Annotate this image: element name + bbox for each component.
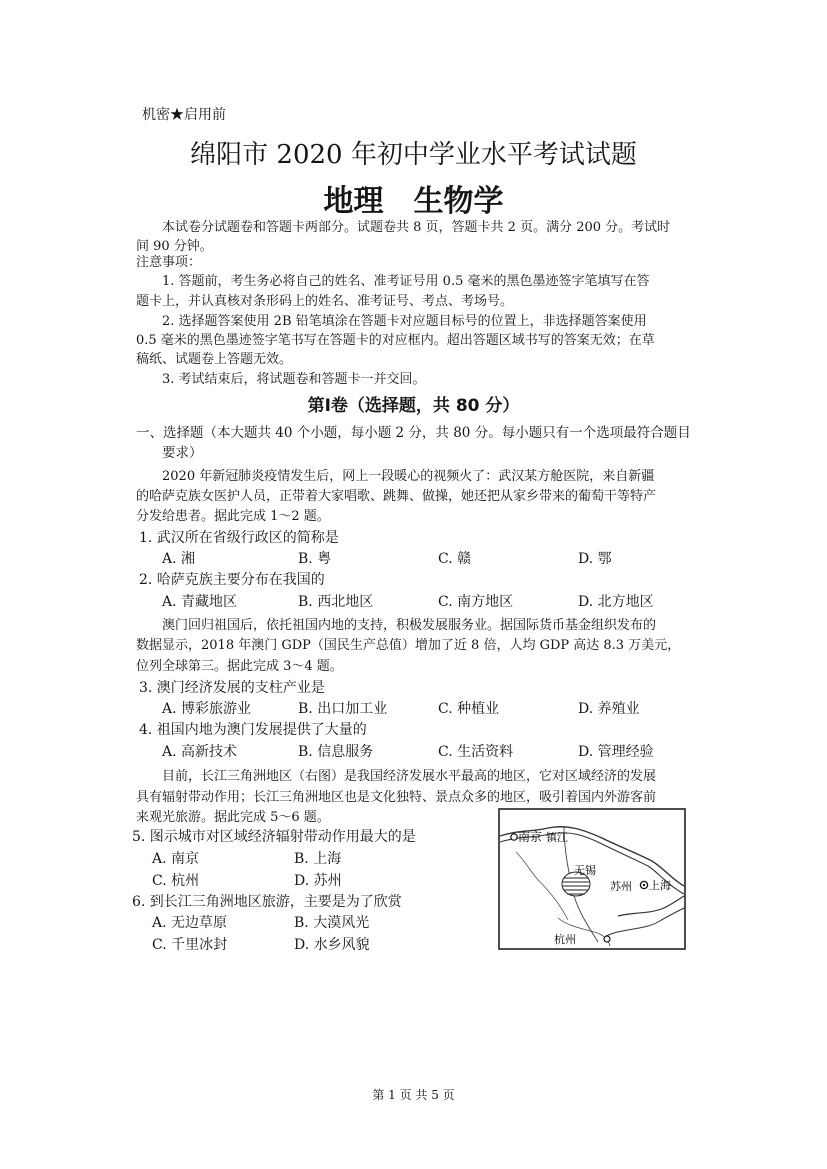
question-5-stem: 5. 图示城市对区域经济辐射带动作用最大的是 [132, 829, 416, 845]
q5-option-d: D. 苏州 [294, 873, 342, 889]
hangzhou-label: 杭州 [554, 933, 576, 946]
yangtze-delta-map [498, 808, 686, 950]
passage-3-line-2: 具有辐射带动作用；长江三角洲地区也是文化独特、景点众多的地区，吸引着国内外游客前 [136, 790, 657, 805]
note-2c: 稿纸、试题卷上答题无效。 [136, 352, 293, 367]
q6-option-a: A. 无边草原 [152, 915, 228, 931]
question-4-stem: 4. 祖国内地为澳门发展提供了大量的 [139, 722, 367, 738]
passage-2-line-2: 数据显示，2018 年澳门 GDP（国民生产总值）增加了近 8 倍，人均 GDP 高达 8.3 万美元， [136, 638, 681, 653]
q4-option-b: B. 信息服务 [298, 744, 374, 760]
note-2a: 2. 选择题答案使用 2B 铅笔填涂在答题卡对应题目标号的位置上，非选择题答案使用 [162, 314, 647, 329]
q6-option-b: B. 大漠风光 [294, 915, 370, 931]
q3-option-a: A. 博彩旅游业 [162, 701, 252, 717]
q6-option-c: C. 千里冰封 [152, 937, 228, 953]
section-heading-line-1: 一、选择题（本大题共 40 个小题，每小题 2 分，共 80 分。每小题只有一个选项最符合题目 [136, 425, 691, 441]
q2-option-c: C. 南方地区 [438, 594, 514, 610]
q2-option-a: A. 青藏地区 [162, 594, 238, 610]
q5-option-b: B. 上海 [294, 851, 342, 867]
exam-title: 绵阳市 2020 年初中学业水平考试试题 [190, 140, 637, 170]
question-3-stem: 3. 澳门经济发展的支柱产业是 [139, 680, 325, 696]
note-1a: 1. 答题前，考生务必将自己的姓名、准考证号用 0.5 毫米的黑色墨迹签字笔填写在答 [162, 274, 650, 289]
zhenjiang-label: 镇江 [546, 831, 568, 844]
suzhou-label: 苏州 [610, 880, 632, 893]
q1-option-c: C. 赣 [438, 551, 472, 567]
wuxi-label: 无锡 [574, 864, 596, 877]
notes-heading: 注意事项： [136, 255, 202, 270]
note-2b: 0.5 毫米的黑色墨迹签字笔书写在答题卡的对应框内。超出答题区域书写的答案无效；在草 [136, 333, 655, 348]
q3-option-d: D. 养殖业 [578, 701, 640, 717]
passage-3-line-3: 来观光旅游。据此完成 5～6 题。 [136, 810, 330, 825]
passage-1-line-3: 分发给患者。据此完成 1～2 题。 [136, 509, 330, 524]
passage-1-line-2: 的哈萨克族女医护人员，正带着大家唱歌、跳舞、做操，她还把从家乡带来的葡萄干等特产 [136, 489, 657, 504]
nanjing-label: 南京 [518, 830, 543, 844]
q5-option-c: C. 杭州 [152, 873, 200, 889]
passage-2-line-1: 澳门回归祖国后，依托祖国内地的支持，积极发展服务业。据国际货币基金组织发布的 [162, 618, 657, 633]
q3-option-c: C. 种植业 [438, 701, 500, 717]
passage-3-line-1: 目前，长江三角洲地区（右图）是我国经济发展水平最高的地区，它对区域经济的发展 [162, 769, 657, 784]
passage-1-line-1: 2020 年新冠肺炎疫情发生后，网上一段暖心的视频火了：武汉某方舱医院，来自新疆 [162, 469, 655, 484]
q2-option-d: D. 北方地区 [578, 594, 654, 610]
confidential-label: 机密★启用前 [142, 107, 226, 123]
q4-option-d: D. 管理经验 [578, 744, 654, 760]
page-number: 第 1 页 共 5 页 [372, 1088, 455, 1102]
exam-subtitle: 地理 生物学 [323, 184, 504, 219]
hangzhou-marker [604, 936, 610, 942]
shanghai-label: 上海 [649, 879, 671, 892]
q4-option-c: C. 生活资料 [438, 744, 514, 760]
question-1-stem: 1. 武汉所在省级行政区的简称是 [139, 530, 339, 546]
intro-line-2: 间 90 分钟。 [136, 239, 213, 254]
intro-line-1: 本试卷分试题卷和答题卡两部分。试题卷共 8 页，答题卡共 2 页。满分 200 分。考试时 [162, 220, 671, 235]
q1-option-d: D. 鄂 [578, 551, 612, 567]
q5-option-a: A. 南京 [152, 851, 200, 867]
note-1b: 题卡上，并认真核对条形码上的姓名、准考证号、考点、考场号。 [136, 294, 514, 309]
q6-option-d: D. 水乡风貌 [294, 937, 370, 953]
q3-option-b: B. 出口加工业 [298, 701, 388, 717]
q1-option-b: B. 粤 [298, 551, 332, 567]
question-2-stem: 2. 哈萨克族主要分布在我国的 [139, 572, 325, 588]
question-6-stem: 6. 到长江三角洲地区旅游，主要是为了欣赏 [132, 894, 402, 910]
nanjing-marker [511, 834, 517, 840]
note-3: 3. 考试结束后，将试题卷和答题卡一并交回。 [162, 372, 426, 387]
q2-option-b: B. 西北地区 [298, 594, 374, 610]
q4-option-a: A. 高新技术 [162, 744, 238, 760]
passage-2-line-3: 位列全球第三。据此完成 3～4 题。 [136, 659, 343, 674]
q1-option-a: A. 湘 [162, 551, 196, 567]
section-heading-line-2: 要求） [162, 445, 203, 461]
part-title: 第Ⅰ卷（选择题，共 80 分） [307, 396, 520, 416]
